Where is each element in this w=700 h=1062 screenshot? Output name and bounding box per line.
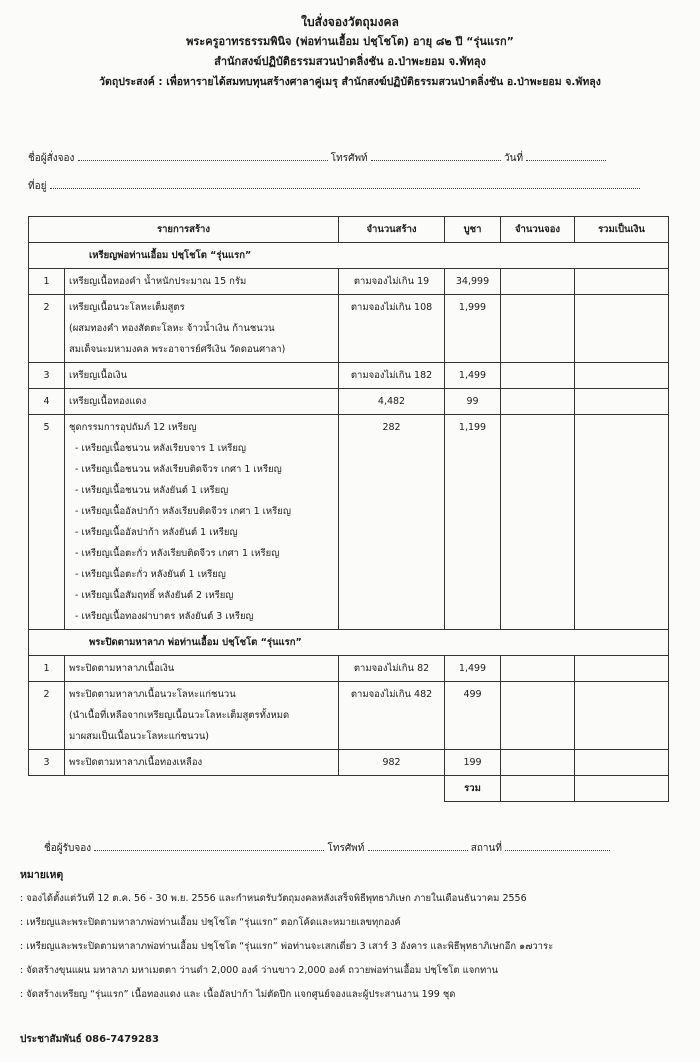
- item-line: พระปิดตามหาลาภเนื้อนวะโลหะแก่ชนวน: [69, 689, 236, 700]
- item-description: [65, 750, 339, 776]
- note-item: : จัดสร้างขุนแผน มหาลาภ มหาเมตตา ว่านดำ 2,000 องค์ ว่านขาว 2,000 องค์ ถวายพ่อท่านเอื้อม ปชฺโชโต แจกทาน: [20, 965, 499, 976]
- item-price: 1,499: [445, 656, 501, 682]
- contact-line: ประชาสัมพันธ์ 086-7479283: [20, 1034, 159, 1045]
- table-row: [29, 295, 669, 363]
- item-price: 199: [445, 750, 501, 776]
- item-line: ชุดกรรมการอุปถัมภ์ 12 เหรียญ: [69, 422, 197, 433]
- item-line: - เหรียญเนื้อตะกั่ว หลังยันต์ 1 เหรียญ: [75, 569, 226, 580]
- item-qty-ordered-cell[interactable]: [501, 656, 575, 682]
- total-amount-cell[interactable]: [575, 776, 669, 802]
- total-spacer: [29, 776, 445, 802]
- table-row: [29, 750, 669, 776]
- receiver-place-field[interactable]: [505, 840, 610, 851]
- item-number: 2: [29, 682, 65, 750]
- orderer-name-label: ชื่อผู้สั่งจอง: [28, 153, 75, 164]
- section-title: พระปิดตามหาลาภ พ่อท่านเอื้อม ปชฺโชโต “รุ่นแรก”: [29, 630, 669, 656]
- item-price: 34,999: [445, 269, 501, 295]
- section-row: [29, 243, 669, 269]
- header-price: บูชา: [445, 217, 501, 243]
- table-header-row: [29, 217, 669, 243]
- form-title: ใบสั่งจองวัตถุมงคล: [301, 15, 399, 29]
- table-row: [29, 415, 669, 630]
- table-row: [29, 363, 669, 389]
- item-qty-ordered-cell[interactable]: [501, 415, 575, 630]
- table-row: [29, 656, 669, 682]
- item-line: - เหรียญเนื้ออัลปาก้า หลังยันต์ 1 เหรียญ: [75, 527, 238, 538]
- item-qty-ordered-cell[interactable]: [501, 295, 575, 363]
- item-qty-ordered-cell[interactable]: [501, 269, 575, 295]
- purpose-line: วัตถุประสงค์ : เพื่อหารายได้สมทบทุนสร้างศาลาคู่เมรุ สำนักสงฆ์ปฏิบัติธรรมสวนป่าตลิ่งชัน อ.ป่าพะยอม จ.พัทลุง: [99, 76, 601, 88]
- item-line: - เหรียญเนื้อตะกั่ว หลังเรียบติดจีวร เกศา 1 เหรียญ: [75, 548, 280, 559]
- organization-name: สำนักสงฆ์ปฏิบัติธรรมสวนป่าตลิ่งชัน อ.ป่าพะยอม จ.พัทลุง: [214, 55, 486, 68]
- item-description: [65, 363, 339, 389]
- table-row: [29, 389, 669, 415]
- note-item: : เหรียญและพระปิดตามหาลาภพ่อท่านเอื้อม ปชฺโชโต “รุ่นแรก” ตอกโค้ดและหมายเลขทุกองค์: [20, 917, 401, 928]
- item-line: - เหรียญเนื้อทองฝาบาตร หลังยันต์ 3 เหรียญ: [75, 611, 254, 622]
- orderer-phone-field[interactable]: [371, 150, 501, 161]
- receiver-section: [44, 840, 610, 856]
- item-qty-made: 982: [339, 750, 445, 776]
- receiver-name-label: ชื่อผู้รับจอง: [44, 843, 92, 854]
- section-title: เหรียญพ่อท่านเอื้อม ปชฺโชโต “รุ่นแรก”: [29, 243, 669, 269]
- item-qty-made: ตามจองไม่เกิน 19: [339, 269, 445, 295]
- table-row: [29, 682, 669, 750]
- item-description: [65, 269, 339, 295]
- item-total-cell[interactable]: [575, 269, 669, 295]
- item-number: 2: [29, 295, 65, 363]
- item-price: 1,499: [445, 363, 501, 389]
- item-number: 3: [29, 750, 65, 776]
- receiver-place-label: สถานที่: [470, 843, 502, 854]
- item-description: [65, 656, 339, 682]
- item-total-cell[interactable]: [575, 415, 669, 630]
- item-description: [65, 682, 339, 750]
- item-line: พระปิดตามหาลาภเนื้อเงิน: [69, 663, 175, 674]
- item-qty-ordered-cell[interactable]: [501, 389, 575, 415]
- item-qty-ordered-cell[interactable]: [501, 363, 575, 389]
- item-line: มาผสมเป็นเนื้อนวะโลหะแก่ชนวน): [69, 731, 210, 742]
- receiver-phone-label: โทรศัพท์: [327, 843, 365, 854]
- item-qty-made: 282: [339, 415, 445, 630]
- receiver-phone-field[interactable]: [368, 840, 468, 851]
- item-price: 1,999: [445, 295, 501, 363]
- item-description: [65, 295, 339, 363]
- form-subtitle: พระครูอาทรธรรมพินิจ (พ่อท่านเอื้อม ปชฺโชโต) อายุ ๘๒ ปี “รุ่นแรก”: [186, 35, 514, 48]
- orderer-address-label: ที่อยู่: [28, 181, 47, 192]
- item-price: 499: [445, 682, 501, 750]
- note-item: : จัดสร้างเหรียญ “รุ่นแรก” เนื้อทองแดง และ เนื้ออัลปาก้า ไม่ตัดปีก แจกศูนย์จองและผู้ประสานงาน 199 ชุด: [20, 989, 456, 1000]
- header-qty-made: จำนวนสร้าง: [339, 217, 445, 243]
- section-row: [29, 630, 669, 656]
- item-description: [65, 389, 339, 415]
- item-line: เหรียญเนื้อทองคำ น้ำหนักประมาณ 15 กรัม: [69, 276, 247, 287]
- total-qty-cell[interactable]: [501, 776, 575, 802]
- item-line: - เหรียญเนื้อสัมฤทธิ์ หลังยันต์ 2 เหรียญ: [75, 590, 234, 601]
- orderer-phone-label: โทรศัพท์: [330, 153, 368, 164]
- item-total-cell[interactable]: [575, 363, 669, 389]
- orderer-date-field[interactable]: [526, 150, 606, 161]
- item-total-cell[interactable]: [575, 682, 669, 750]
- total-row: [29, 776, 669, 802]
- item-number: 1: [29, 656, 65, 682]
- item-line: - เหรียญเนื้ออัลปาก้า หลังเรียบติดจีวร เกศา 1 เหรียญ: [75, 506, 291, 517]
- item-price: 1,199: [445, 415, 501, 630]
- note-item: : เหรียญและพระปิดตามหาลาภพ่อท่านเอื้อม ปชฺโชโต “รุ่นแรก” พ่อท่านจะเสกเดี่ยว 3 เสาร์ 3 อังคาร และพิธีพุทธาภิเษกอีก ๑๗วาระ: [20, 941, 554, 952]
- item-line: (ผสมทองคำ ทองสัตตะโลหะ จ้าวน้ำเงิน ก้านชนวน: [69, 323, 275, 334]
- order-table: [28, 216, 669, 802]
- item-qty-made: ตามจองไม่เกิน 82: [339, 656, 445, 682]
- item-line: เหรียญเนื้อนวะโลหะเต็มสูตร: [69, 302, 185, 313]
- item-line: เหรียญเนื้อทองแดง: [69, 396, 147, 407]
- item-description: [65, 415, 339, 630]
- item-line: พระปิดตามหาลาภเนื้อทองเหลือง: [69, 757, 203, 768]
- item-line: (นำเนื้อที่เหลือจากเหรียญเนื้อนวะโลหะเต็มสูตรทั้งหมด: [69, 710, 290, 721]
- item-line: - เหรียญเนื้อชนวน หลังเรียบจาร 1 เหรียญ: [75, 443, 246, 454]
- item-total-cell[interactable]: [575, 389, 669, 415]
- notes-heading: หมายเหตุ: [20, 869, 64, 881]
- item-qty-made: ตามจองไม่เกิน 482: [339, 682, 445, 750]
- orderer-address-field[interactable]: [50, 178, 640, 189]
- item-price: 99: [445, 389, 501, 415]
- orderer-name-field[interactable]: [78, 150, 328, 161]
- header-total: รวมเป็นเงิน: [575, 217, 669, 243]
- item-qty-made: 4,482: [339, 389, 445, 415]
- item-total-cell[interactable]: [575, 295, 669, 363]
- item-qty-made: ตามจองไม่เกิน 108: [339, 295, 445, 363]
- header-item: รายการสร้าง: [29, 217, 339, 243]
- receiver-name-field[interactable]: [94, 840, 324, 851]
- item-number: 4: [29, 389, 65, 415]
- item-number: 3: [29, 363, 65, 389]
- item-line: - เหรียญเนื้อชนวน หลังเรียบติดจีวร เกศา 1 เหรียญ: [75, 464, 282, 475]
- item-number: 1: [29, 269, 65, 295]
- item-qty-made: ตามจองไม่เกิน 182: [339, 363, 445, 389]
- header-qty-ordered: จำนวนจอง: [501, 217, 575, 243]
- item-total-cell[interactable]: [575, 656, 669, 682]
- item-line: เหรียญเนื้อเงิน: [69, 370, 128, 381]
- note-item: : จองได้ตั้งแต่วันที่ 12 ต.ค. 56 - 30 พ.ย. 2556 และกำหนดรับวัตถุมงคลหลังเสร็จพิธีพุทธาภิเษก ภายในเดือนธันวาคม 2556: [20, 893, 527, 904]
- total-label: รวม: [445, 776, 501, 802]
- orderer-date-label: วันที่: [504, 153, 524, 164]
- item-line: - เหรียญเนื้อชนวน หลังยันต์ 1 เหรียญ: [75, 485, 229, 496]
- item-qty-ordered-cell[interactable]: [501, 750, 575, 776]
- table-row: [29, 269, 669, 295]
- item-total-cell[interactable]: [575, 750, 669, 776]
- item-number: 5: [29, 415, 65, 630]
- item-qty-ordered-cell[interactable]: [501, 682, 575, 750]
- notes-section: [20, 866, 690, 1007]
- form-header: [0, 12, 700, 92]
- item-line: สมเด็จนะมหามงคล พระอาจารย์ศรีเงิน วัดดอนศาลา): [69, 344, 286, 355]
